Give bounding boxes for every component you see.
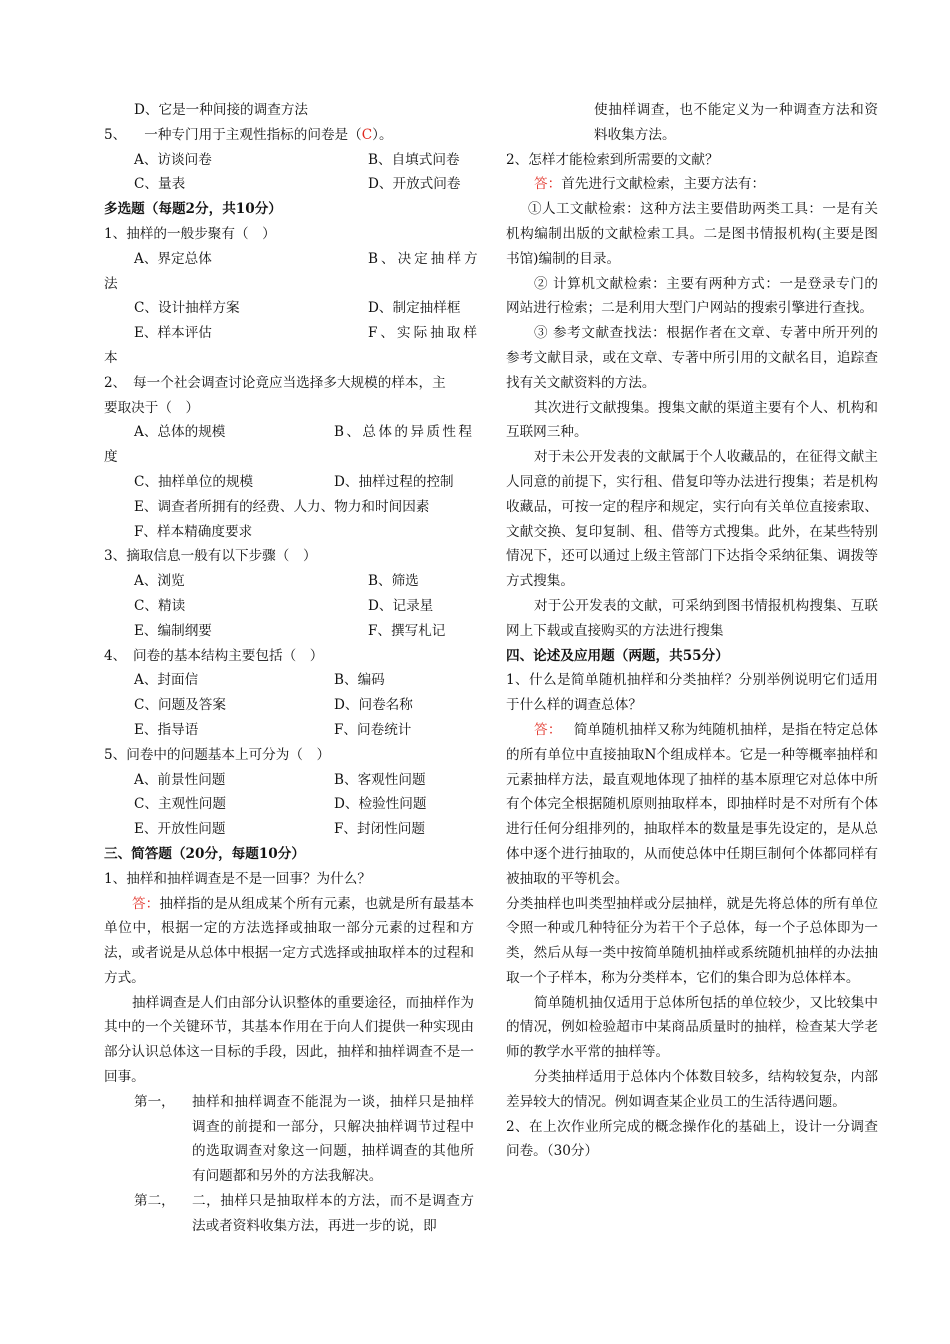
q5-answer: C xyxy=(361,126,373,143)
left-column: D、它是一种间接的调查方法 5、 一种专门用于主观性指标的问卷是（C）。 A、访谈问卷 B、自填式问卷 C、量表 D、开放式问卷 多选题（每题2分，共10分） 1、抽样的一般步聚有（ ） A、界定总体 B、决定抽样方 法 C、设计抽样方案 D、制定抽样框 E、样本评估 F、实际抽取样 本 2、 每一个社会调查讨论竟应当选择多大规模的样本，主 要取决于（ ） A、总体的规模 B、总体的异质性程 度 C、抽样单位的规模 D、抽样过程的控制 E、调查者所拥有的经费、人力、物力和时间因素 F、样本精确度要求 3、摘取信息一般有以下步骤（ ） A、浏览 B、筛选 C、精读 D、记录星 E、编制纲要 F、撰写札记 4、 问卷的基本结构主要包括（ ） A、封面信 B、编码 C、问题及答案 D、问卷名称 E、指导语 F、问卷统计 5、问卷中的问题基本上可分为（ ） A、前景性问题 B、客观性问题 C、主观性问题 D、检验性问题 E、开放性问题 F、封闭性问题 三、简答题（20分，每题10分） 1、抽样和抽样调查是不是一回事？为什么？ 答：抽样指的是从组成某个所有元素，也就是所有最基本单位中，根据一定的方法选择或抽取一部分元素的过程和方法，或者说是从总体中根据一定方式选择或抽取样本的过程和方式。 抽样调查是人们由部分认识整体的重要途径，而抽样作为其中的一个关键环节，其基本作用在于向人们提供一种实现由部分认识总体这一目标的手段，因此，抽样和抽样调查不是一回事。 第一， 抽样和抽样调查不能混为一谈，抽样只是抽样调查的前提和一部分，只解决抽样调节过程中的选取调查对象这一问题，抽样调查的其他所有问题都和另外的方法我解决。 第二， 二，抽样只是抽取样本的方法，而不是调查方法或者资料收集方法，再进一步的说，即 xyxy=(104,98,474,1239)
s2-intro: 答：首先进行文献检索，主要方法有： xyxy=(534,176,766,193)
s2-question: 2、怎样才能检索到所需要的文献？ xyxy=(506,151,719,168)
m5-stem: 5、问卷中的问题基本上可分为（ ） xyxy=(104,746,331,763)
s1-second-point: 第二， 二，抽样只是抽取样本的方法，而不是调查方法或者资料收集方法，再进一步的说，即 xyxy=(134,1193,474,1234)
q5-options-row1: A、访谈问卷 B、自填式问卷 xyxy=(134,151,460,168)
essay-header: 四、论述及应用题（两题，共55分） xyxy=(506,647,729,664)
e2-question: 2、在上次作业所完成的概念操作化的基础上，设计一分调查问卷。（30分） xyxy=(506,1118,878,1160)
m2-stem: 2、 每一个社会调查讨论竟应当选择多大规模的样本，主 xyxy=(104,374,446,391)
short-answer-header: 三、简答题（20分，每题10分） xyxy=(104,845,305,862)
e1-question: 1、什么是简单随机抽样和分类抽样？分别举例说明它们适用于什么样的调查总体？ xyxy=(506,672,878,714)
q4-option-d: D、它是一种间接的调查方法 xyxy=(134,102,309,118)
right-column xyxy=(506,98,878,1164)
q5-stem: 5、 一种专门用于主观性指标的问卷是（C）。 xyxy=(104,126,393,143)
s2-published: 对于公开发表的文献，可采纳到图书情报机构搜集、互联网上下载或直接购买的方法进行搜集 xyxy=(506,597,878,639)
e1-answer-p4: 分类抽样适用于总体内个体数目较多，结构较复杂，内部差异较大的情况。例如调查某企业员工的生活待遇问题。 xyxy=(506,1069,878,1110)
q5-options-row2: C、量表 D、开放式问卷 xyxy=(134,176,461,193)
s1-question: 1、抽样和抽样调查是不是一回事？为什么？ xyxy=(104,870,371,887)
s2-reference-method: ③ 参考文献查找法：根据作者在文章、专著中所开列的参考文献目录，或在文章、专著中所引用的文献名目，追踪查找有关文献资料的方法。 xyxy=(506,325,878,391)
m3-stem: 3、摘取信息一般有以下步骤（ ） xyxy=(104,548,317,565)
continuation-text: 使抽样调查，也不能定义为一种调查方法和资料收集方法。 xyxy=(594,102,878,143)
multiple-choice-header: 多选题（每题2分，共10分） xyxy=(104,201,282,218)
s2-manual-retrieval: ①人工文献检索：这种方法主要借助两类工具：一是有关机构编制出版的文献检索工具。二是图书情报机构(主要是图书馆)编制的目录。 xyxy=(506,201,878,267)
s1-answer-p1: 答：抽样指的是从组成某个所有元素，也就是所有最基本单位中，根据一定的方法选择或抽取一部分元素的过程和方法，或者说是从总体中根据一定方式选择或抽取样本的过程和方式。 xyxy=(104,895,475,986)
e1-answer-p3: 简单随机抽仅适用于总体所包括的单位较少，又比较集中的情况，例如检验超市中某商品质量时的抽样，检查某大学老师的教学水平常的抽样等。 xyxy=(506,994,878,1061)
s1-answer-p2: 抽样调查是人们由部分认识整体的重要途径，而抽样作为其中的一个关键环节，其基本作用在于向人们提供一种实现由部分认识总体这一目标的手段，因此，抽样和抽样调查不是一回事。 xyxy=(104,994,474,1086)
e1-answer-p2: 分类抽样也叫类型抽样或分层抽样，就是先将总体的所有单位令照一种或几种特征分为若干个子总体，每一个子总体即为一类，然后从每一类中按简单随机抽样或系统随机抽样的办法抽取一个子样本，称为分类样本，它们的集合即为总体样本。 xyxy=(506,895,878,986)
s1-first-point: 第一， 抽样和抽样调查不能混为一谈，抽样只是抽样调查的前提和一部分，只解决抽样调节过程中的选取调查对象这一问题，抽样调查的其他所有问题都和另外的方法我解决。 xyxy=(134,1093,474,1185)
m4-stem: 4、 问卷的基本结构主要包括（ ） xyxy=(104,647,324,664)
s2-computer-retrieval: ② 计算机文献检索：主要有两种方式：一是登录专门的网站进行检索；二是利用大型门户网站的搜索引擎进行查找。 xyxy=(506,275,878,317)
s2-unpublished: 对于未公开发表的文献属于个人收藏品的，在征得文献主人同意的前提下，实行租、借复印等办法进行搜集；若是机构收藏品，可按一定的程序和规定，实行向有关单位直接索取、文献交换、复印复制、租、借等方式搜集。此外，在某些特别情况下，还可以通过上级主管部门下达指令采纳征集、调拨等方式搜集。 xyxy=(506,449,878,590)
m1-stem: 1、抽样的一般步聚有（ ） xyxy=(104,225,276,242)
s2-collection: 其次进行文献搜集。搜集文献的渠道主要有个人、机构和互联网三种。 xyxy=(506,399,878,441)
e1-answer-p1: 答： 简单随机抽样又称为纯随机抽样，是指在特定总体的所有单位中直接抽取N个组成样本。它是一种等概率抽样和元素抽样方法，最直观地体现了抽样的基本原理它对总体中所有个体完全根据随机原则抽取样本，即抽样时是不对所有个体进行任何分组排列的，抽取样本的数量是事先设定的，是从总体中逐个进行抽取的，从而使总体中任期巨制何个体都同样有被抽取的平等机会。 xyxy=(506,721,879,887)
